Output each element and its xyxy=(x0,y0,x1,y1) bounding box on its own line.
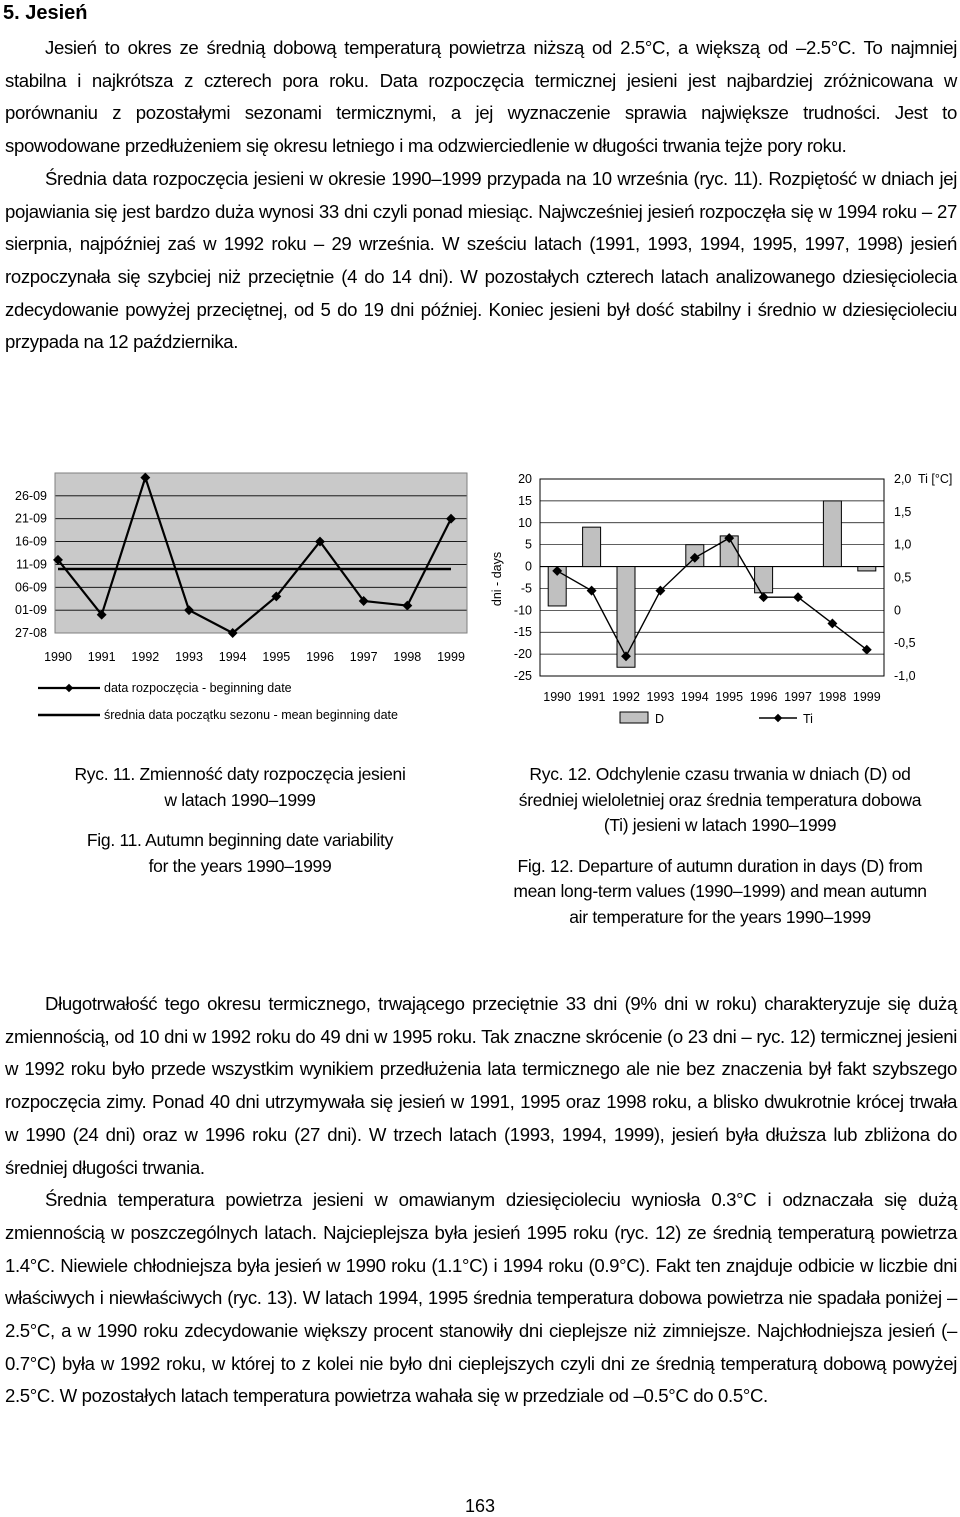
y-tick-label-left: 5 xyxy=(525,537,532,552)
legend-swatch xyxy=(620,712,648,723)
bar xyxy=(755,567,773,593)
x-tick-label: 1992 xyxy=(131,650,160,664)
y-tick-label-right: -1,0 xyxy=(894,669,916,683)
x-tick-label: 1995 xyxy=(715,690,744,704)
x-tick-label: 1999 xyxy=(437,650,465,664)
paragraph: Średnia data rozpoczęcia jesieni w okresie 1990–1999 przypada na 10 września (ryc. 11). Rozpiętość w dniach jej pojawiania się jest bardzo duża wynosi 33 dni czyli ponad miesiąc. Najwcześniej jesień rozpoczęła się w 1994 roku – 27 sierpnia, najpóźniej zaś w 1992 roku – 29 września. W sześciu latach (1991, 1993, 1994, 1995, 1997, 1998) jesień rozpoczynała się szybciej niż przeciętnie (4 do 14 dni). W pozostałych czterech latach analizowanego dziesięciolecia zdecydowanie powyżej przeciętnej, od 5 do 19 dni później. Koniec jesieni był dość stabilny i średnio w dziesięcioleciu przypada na 12 października. xyxy=(5,167,957,353)
y-tick-label-left: -25 xyxy=(513,669,532,683)
y-tick-label: 01-09 xyxy=(15,603,47,618)
y-tick-label: 26-09 xyxy=(15,488,47,503)
y-tick-label-left: -20 xyxy=(513,647,532,662)
x-tick-label: 1998 xyxy=(393,650,422,664)
y-tick-label-left: 15 xyxy=(518,493,532,508)
section-title: 5. Jesień xyxy=(3,2,88,24)
x-tick-label: 1995 xyxy=(262,650,291,664)
x-tick-label: 1994 xyxy=(218,650,247,664)
bar xyxy=(583,527,601,566)
x-tick-label: 1993 xyxy=(646,690,675,704)
caption-english: Fig. 11. Autumn beginning date variability for the years 1990–1999 xyxy=(86,830,394,876)
duration-temperature-chart xyxy=(485,466,960,734)
y-tick-label-left: 10 xyxy=(518,515,532,530)
y-tick-label-right: 0 xyxy=(894,603,901,618)
x-tick-label: 1999 xyxy=(852,690,881,704)
y-tick-label-right: 0,5 xyxy=(894,570,912,585)
y-tick-label-right: 1,0 xyxy=(894,537,912,552)
bar xyxy=(823,501,841,567)
y-tick-label-left: -5 xyxy=(520,581,532,596)
intro-text xyxy=(5,32,957,359)
y-axis-label-left: dni - days xyxy=(490,551,504,607)
legend-label: średnia data początku sezonu - mean beginning date xyxy=(104,708,398,722)
y-tick-label: 27-08 xyxy=(15,626,47,640)
x-tick-label: 1992 xyxy=(612,690,640,704)
y-tick-label-right: 2,0 xyxy=(894,472,912,486)
caption-polish: Ryc. 11. Zmienność daty rozpoczęcia jesieni w latach 1990–1999 xyxy=(74,764,406,810)
paragraph: Długotrwałość tego okresu termicznego, trwającego przeciętnie 33 dni (9% dni w roku) charakteryzuje się dużą zmiennością, od 10 dni w 1992 roku do 49 dni w 1995 roku. Tak znaczne skrócenie (o 23 dni – ryc. 12) termicznej jesieni w 1992 roku było przede wszystkim wynikiem przedłużenia lata termicznego ale nie bez znaczenia był fakt szybszego rozpoczęcia zimy. Ponad 40 dni utrzymywała się jesień w 1991, 1995 oraz 1998 roku, a blisko dwukrotnie krócej trwała w 1990 (24 dni) oraz w 1996 roku (27 dni). W trzech latach (1993, 1994, 1999), jesień była dłuższa lub zbliżona do średniej długości trwania. xyxy=(5,993,957,1178)
y-tick-label: 16-09 xyxy=(15,534,47,549)
legend-label: Ti xyxy=(803,712,813,726)
x-tick-label: 1990 xyxy=(543,690,572,704)
x-tick-label: 1991 xyxy=(577,690,606,704)
body-text xyxy=(5,988,957,1413)
bar xyxy=(858,567,876,571)
x-tick-label: 1997 xyxy=(784,690,812,704)
beginning-date-chart xyxy=(0,466,478,734)
y-tick-label-left: -10 xyxy=(513,603,532,618)
y-tick-label: 06-09 xyxy=(15,580,47,595)
figure-11-caption xyxy=(40,762,440,879)
legend-label: data rozpoczęcia - beginning date xyxy=(104,681,292,695)
y-tick-label-right: -0,5 xyxy=(894,636,916,651)
y-tick-label: 21-09 xyxy=(15,511,47,526)
x-tick-label: 1996 xyxy=(749,690,778,704)
y-tick-label: 11-09 xyxy=(15,557,47,572)
caption-english: Fig. 12. Departure of autumn duration in days (D) from mean long-term values (1990–1999) and mean autumn air temperature for the years 1990–1999 xyxy=(513,855,927,927)
y-tick-label-left: 0 xyxy=(525,559,532,574)
x-tick-label: 1998 xyxy=(818,690,847,704)
x-tick-label: 1993 xyxy=(175,650,203,664)
y-tick-label-left: -15 xyxy=(513,625,532,640)
x-tick-label: 1990 xyxy=(44,650,72,664)
y-axis-label-right: Ti [°C] xyxy=(918,472,953,486)
caption-polish: Ryc. 12. Odchylenie czasu trwania w dniach (D) od średniej wieloletniej oraz średnia temperatura dobowa (Ti) jesieni w latach 1990–1999 xyxy=(518,764,922,836)
y-tick-label-right: 1,5 xyxy=(894,504,912,519)
legend-label: D xyxy=(655,712,665,726)
x-tick-label: 1997 xyxy=(349,650,378,664)
figure-12-caption xyxy=(480,762,960,931)
paragraph: Średnia temperatura powietrza jesieni w omawianym dziesięcioleciu wyniosła 0.3°C i odznaczała się dużą zmiennością w poszczególnych latach. Najcieplejsza była jesień 1995 roku (ryc. 12) ze średnią temperaturą powietrza 1.4°C. Niewiele chłodniejsza była jesień w 1990 roku (1.1°C) i 1994 roku (0.9°C). Fakt ten znajduje odbicie w liczbie dni właściwych i niewłaściwych (ryc. 13). W latach 1994, 1995 średnia temperatura dobowa powietrza nie spadała poniżej –2.5°C, a w 1990 roku zdecydowanie większy procent stanowiły dni cieplejsze niż zimniejsze. Najchłodniejsza jesień (–0.7°C) była w 1992 roku, w której to z kolei nie było dni cieplejszych czyli dni ze średnią temperaturą dobową powyżej 2.5°C. W pozostałych latach temperatura powietrza wahała się w przedziale od –0.5°C do 0.5°C. xyxy=(5,1189,957,1407)
x-tick-label: 1996 xyxy=(306,650,334,664)
x-tick-label: 1991 xyxy=(87,650,116,664)
paragraph: Jesień to okres ze średnią dobową temperaturą powietrza niższą od 2.5°C, a większą od –2.5°C. To najmniej stabilna i najkrótsza z czterech pora roku. Data rozpoczęcia termicznej jesieni jest najbardziej zróżnicowana w porównaniu z pozostałymi sezonami termicznymi, a jej wyznaczenie sprawia największe trudności. Jest to spowodowane przedłużeniem się okresu letniego i ma odzwierciedlenie w długości trwania tejże pory roku. xyxy=(5,37,957,157)
x-tick-label: 1994 xyxy=(680,690,709,704)
page-number: 163 xyxy=(464,1496,496,1516)
y-tick-label-left: 20 xyxy=(518,472,532,486)
